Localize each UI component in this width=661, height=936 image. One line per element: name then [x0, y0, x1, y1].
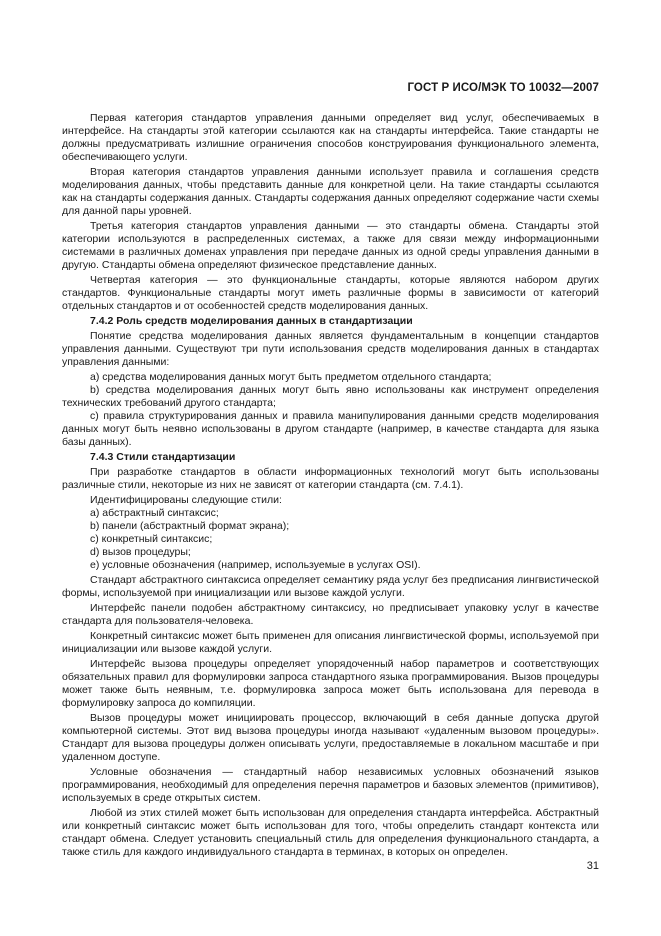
- paragraph: Интерфейс панели подобен абстрактному синтаксису, но предписывает упаковку услуг в качестве стандарта для пользователя-человека.: [62, 602, 599, 627]
- list-item: e) условные обозначения (например, используемые в услугах OSI).: [90, 559, 421, 571]
- list-item: c) правила структурирования данных и правила манипулирования данными средств моделирования данных могут быть неявно использованы в другом стандарте (например, в качестве стандарта для языка базы данных).: [62, 410, 599, 448]
- list-item: c) конкретный синтаксис;: [90, 533, 213, 545]
- paragraph: Понятие средства моделирования данных является фундаментальным в концепции стандартов управления данными. Существуют три пути использования средств моделирования данных в стандартах управления данными:: [62, 330, 599, 368]
- paragraph: Вызов процедуры может инициировать процессор, включающий в себя данные допуска другой компьютерной системы. Этот вид вызова процедуры иногда называют «удаленным вызовом процедуры». Стандарт для вызова процедуры должен описывать услуги, предоставляемые в локальном масштабе и при удаленном доступе.: [62, 712, 599, 763]
- section-heading-7-4-2: 7.4.2 Роль средств моделирования данных в стандартизации: [90, 315, 413, 327]
- paragraph: Первая категория стандартов управления данными определяет вид услуг, обеспечиваемых в интерфейсе. На стандарты этой категории ссылаются как на стандарты интерфейса. Такие стандарты не должны предусматривать излишние ограничения способов конструирования функционального элемента, обеспечивающего услуги.: [62, 112, 599, 163]
- list-item: d) вызов процедуры;: [90, 546, 191, 558]
- list-item: b) средства моделирования данных могут быть явно использованы как инструмент определения технических требований другого стандарта;: [62, 384, 599, 409]
- paragraph: При разработке стандартов в области информационных технологий могут быть использованы различные стили, некоторые из них не зависят от категории стандарта (см. 7.4.1).: [62, 466, 599, 491]
- list-item: a) абстрактный синтаксис;: [90, 507, 219, 519]
- paragraph: Любой из этих стилей может быть использован для определения стандарта интерфейса. Абстрактный или конкретный синтаксис может быть использован для того, чтобы определить стандарт контекста или стандарт обмена. Следует установить специальный стиль для определения функционального стандарта, а также стиль для каждого индивидуального стандарта в терминах, в которых он определен.: [62, 807, 599, 858]
- section-heading-7-4-3: 7.4.3 Стили стандартизации: [90, 451, 236, 463]
- paragraph: Четвертая категория — это функциональные стандарты, которые являются набором других стандартов. Функциональные стандарты могут иметь различные формы в зависимости от категорий отдельных стандартов и от особенностей средств моделирования данных.: [62, 274, 599, 312]
- paragraph: Интерфейс вызова процедуры определяет упорядоченный набор параметров и соответствующих обязательных правил для формулировки запроса стандартного языка программирования. Вызов процедуры может также быть неявным, т.е. формулировка запроса может быть использована для перевода в формулировку запроса до компиляции.: [62, 658, 599, 709]
- paragraph: Стандарт абстрактного синтаксиса определяет семантику ряда услуг без предписания лингвистической формы, используемой при инициализации или вызове каждой услуги.: [62, 574, 599, 599]
- list-item: b) панели (абстрактный формат экрана);: [90, 520, 290, 532]
- paragraph: Вторая категория стандартов управления данными использует правила и соглашения средств моделирования данных, чтобы представить данные для конкретной цели. На такие стандарты ссылаются как на стандарты содержания данных. Стандарты содержания данных определяют содержание части схемы для данной пары уровней.: [62, 166, 599, 217]
- document-body: [62, 112, 599, 861]
- paragraph: Идентифицированы следующие стили:: [90, 494, 282, 506]
- paragraph: Третья категория стандартов управления данными — это стандарты обмена. Стандарты этой категории используются в распределенных системах, а также для связи между информационными системами в различных доменах управления при передаче данных из одной среды управления данными в другую. Стандарты обмена определяют физическое представление данных.: [62, 220, 599, 271]
- document-header: ГОСТ Р ИСО/МЭК ТО 10032—2007: [407, 82, 599, 94]
- page-number: 31: [586, 860, 599, 872]
- list-item: a) средства моделирования данных могут быть предметом отдельного стандарта;: [90, 371, 492, 383]
- paragraph: Конкретный синтаксис может быть применен для описания лингвистической формы, используемой при инициализации или вызове каждой услуги.: [62, 630, 599, 655]
- paragraph: Условные обозначения — стандартный набор независимых условных обозначений языков программирования, необходимый для определения перечня параметров и базовых элементов (примитивов), используемых в среде открытых систем.: [62, 766, 599, 804]
